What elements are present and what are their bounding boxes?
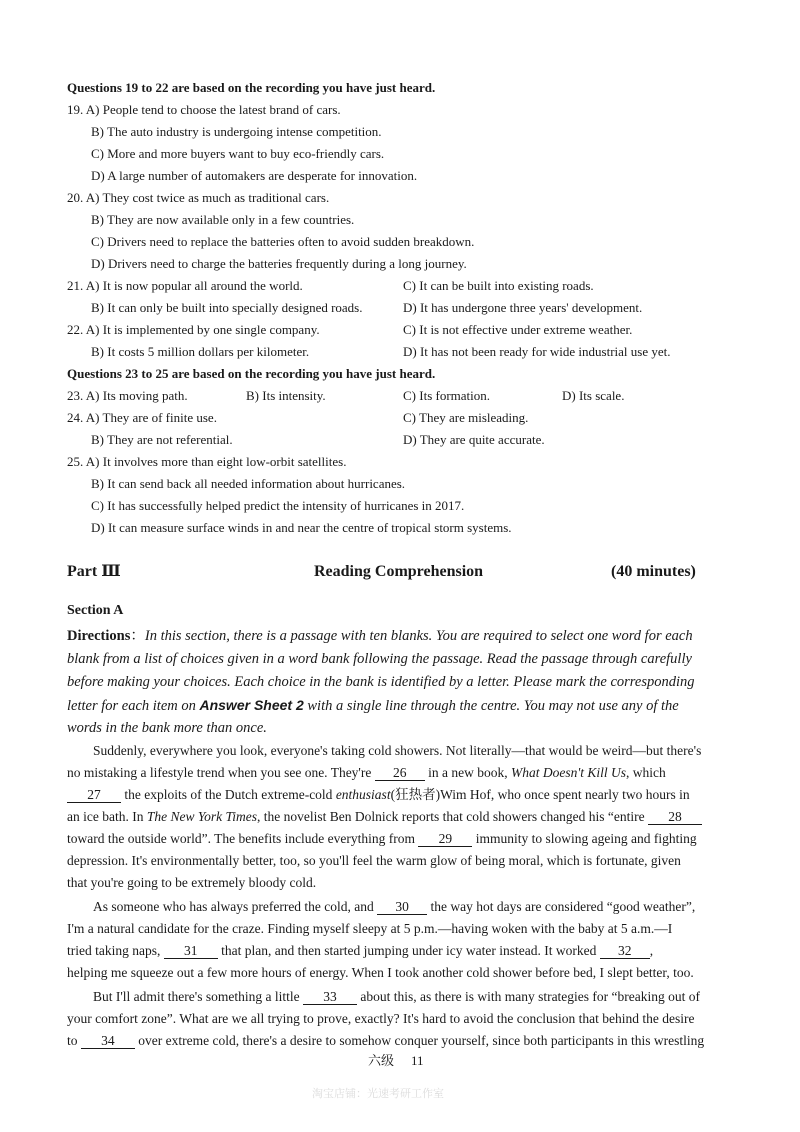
page-number: 11 [411, 1053, 424, 1068]
q20-option-d: D) Drivers need to charge the batteries frequently during a long journey. [91, 256, 467, 271]
q24-option-a: 24. A) They are of finite use. [67, 410, 217, 425]
passage-p2-line-4: helping me squeeze out a few more hours of energy. When I took another cold shower before bed, I slept better, too. [67, 965, 694, 980]
q23-option-a: 23. A) Its moving path. [67, 388, 188, 403]
passage-text: , [649, 943, 654, 958]
q25-option-b: B) It can send back all needed information about hurricanes. [91, 476, 406, 491]
newspaper-title: The New York Times [146, 809, 257, 824]
passage-text: immunity to slowing ageing and fighting [475, 831, 697, 846]
q23-option-d: D) Its scale. [562, 388, 625, 403]
q19-option-b: B) The auto industry is undergoing intense competition. [91, 124, 382, 139]
passage-p1-line-4 [67, 806, 702, 828]
passage-text: But I'll admit there's something a little [93, 989, 300, 1004]
passage-text: As someone who has always preferred the cold, and [93, 899, 374, 914]
section-a-title: Section A [67, 603, 124, 618]
q23-option-b: B) Its intensity. [246, 388, 326, 403]
passage-text: Wim Hof, who once spent nearly two hours in [440, 787, 690, 802]
passage-p1-line-1: Suddenly, everywhere you look, everyone's taking cold showers. Not literally—that would be weird—but there's [93, 743, 702, 758]
passage-text: , which [625, 765, 666, 780]
watermark-text: 淘宝店铺：光速考研工作室 [312, 1088, 444, 1100]
directions-text-4b: with a single line through the centre. You may not use any of the [307, 698, 679, 714]
directions-text-2: blank from a list of choices given in a word bank following the passage. Read the passage through carefully [67, 651, 692, 667]
enthusiast-word: enthusiast [335, 787, 391, 802]
blank-33: 33 [303, 989, 357, 1005]
passage-text: , the novelist Ben Dolnick reports that cold showers changed his “entire [257, 809, 645, 824]
q19-option-d: D) A large number of automakers are desperate for innovation. [91, 168, 418, 183]
q20-option-b: B) They are now available only in a few countries. [91, 212, 355, 227]
footer-level: 六级 [368, 1053, 395, 1068]
passage-text: an ice bath. In [67, 809, 144, 824]
chinese-note: (狂热者) [390, 787, 441, 802]
directions-text-5: words in the bank more than once. [67, 720, 267, 736]
passage-text: that plan, and then started jumping under icy water instead. It worked [221, 943, 597, 958]
q19-option-c: C) More and more buyers want to buy eco-friendly cars. [91, 146, 385, 161]
passage-text: toward the outside world”. The benefits include everything from [67, 831, 416, 846]
directions-label: Directions [67, 628, 131, 644]
blank-30: 30 [377, 899, 427, 915]
passage-p3-line-3 [67, 1030, 704, 1052]
blank-26: 26 [375, 765, 425, 781]
blank-29: 29 [418, 831, 472, 847]
passage-p2-line-2: I'm a natural candidate for the craze. Finding myself sleepy at 5 p.m.—having woken with the baby at 5 a.m.—I [67, 921, 673, 936]
blank-28: 28 [648, 809, 702, 825]
blank-31: 31 [164, 943, 218, 959]
passage-p3-line-2: your comfort zone”. What are we all trying to prove, exactly? It's hard to avoid the conclusion that behind the desire [67, 1011, 695, 1026]
passage-text: about this, as there is with many strategies for “breaking out of [360, 989, 701, 1004]
part-title: Reading Comprehension [314, 563, 484, 580]
directions-text-3: before making your choices. Each choice in the bank is identified by a letter. Please mark the corresponding [67, 674, 695, 690]
blank-34: 34 [81, 1033, 135, 1049]
part-label: Part Ⅲ [67, 563, 121, 580]
q20-option-a: 20. A) They cost twice as much as traditional cars. [67, 190, 330, 205]
q23-option-c: C) Its formation. [403, 388, 491, 403]
blank-27: 27 [67, 787, 121, 803]
q21-option-c: C) It can be built into existing roads. [403, 278, 594, 293]
q20-option-c: C) Drivers need to replace the batteries often to avoid sudden breakdown. [91, 234, 475, 249]
q19-option-a: 19. A) People tend to choose the latest brand of cars. [67, 102, 341, 117]
directions-line-1 [67, 624, 693, 648]
q25-option-a: 25. A) It involves more than eight low-orbit satellites. [67, 454, 347, 469]
q22-option-b: B) It costs 5 million dollars per kilometer. [91, 344, 310, 359]
passage-text: the way hot days are considered “good weather”, [430, 899, 696, 914]
directions-colon: ： [130, 628, 145, 644]
passage-p2-line-3 [67, 940, 653, 962]
q24-option-c: C) They are misleading. [403, 410, 529, 425]
q21-option-a: 21. A) It is now popular all around the world. [67, 278, 303, 293]
passage-p2-line-1 [93, 896, 695, 918]
passage-p1-line-2 [67, 762, 666, 784]
passage-text: no mistaking a lifestyle trend when you see one. They're [67, 765, 372, 780]
directions-line-4 [67, 693, 679, 718]
section-header-q23-25: Questions 23 to 25 are based on the recording you have just heard. [67, 366, 436, 381]
q24-option-b: B) They are not referential. [91, 432, 233, 447]
q25-option-c: C) It has successfully helped predict the intensity of hurricanes in 2017. [91, 498, 465, 513]
q22-option-d: D) It has not been ready for wide industrial use yet. [403, 344, 671, 359]
directions-line-5 [67, 716, 267, 740]
passage-p1-line-7: that you're going to be extremely bloody cold. [67, 875, 317, 890]
passage-p1-line-5 [67, 828, 697, 850]
passage-text: the exploits of the Dutch extreme-cold [124, 787, 333, 802]
section-header-q19-22: Questions 19 to 22 are based on the recording you have just heard. [67, 80, 436, 95]
q21-option-b: B) It can only be built into specially designed roads. [91, 300, 363, 315]
passage-p1-line-6: depression. It's environmentally better, too, so you'll feel the warm glow of being moral, which is fortunate, given [67, 853, 681, 868]
book-title: What Doesn't Kill Us [510, 765, 626, 780]
q22-option-a: 22. A) It is implemented by one single company. [67, 322, 320, 337]
directions-line-3 [67, 670, 695, 694]
passage-text: over extreme cold, there's a desire to somehow conquer yourself, since both participants in this wrestling [138, 1033, 705, 1048]
answer-sheet-label: Answer Sheet 2 [199, 697, 304, 713]
passage-text: in a new book, [428, 765, 508, 780]
q22-option-c: C) It is not effective under extreme weather. [403, 322, 633, 337]
q25-option-d: D) It can measure surface winds in and near the centre of tropical storm systems. [91, 520, 512, 535]
passage-text: tried taking naps, [67, 943, 161, 958]
directions-text-4a: letter for each item on [67, 698, 196, 714]
part-time: (40 minutes) [611, 563, 696, 580]
directions-line-2 [67, 647, 692, 671]
q21-option-d: D) It has undergone three years' development. [403, 300, 643, 315]
passage-text: to [67, 1033, 78, 1048]
q24-option-d: D) They are quite accurate. [403, 432, 545, 447]
directions-text-1: In this section, there is a passage with ten blanks. You are required to select one word for each [144, 628, 693, 644]
blank-32: 32 [600, 943, 650, 959]
passage-p3-line-1 [93, 986, 700, 1008]
passage-p1-line-3 [67, 784, 690, 806]
